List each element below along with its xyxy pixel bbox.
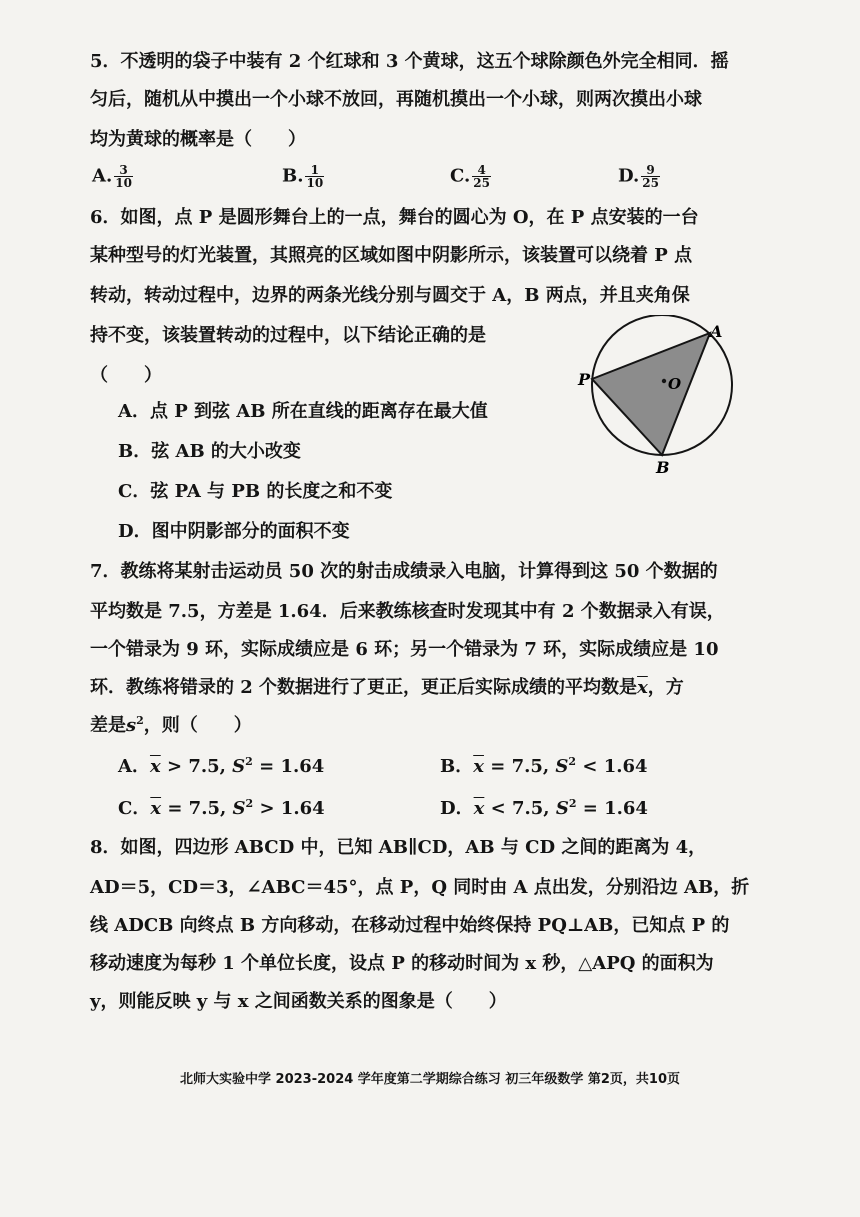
q8-line-2: AD＝5，CD＝3，∠ABC＝45°，点 P，Q 同时由 A 点出发，分别沿边 AB，折	[90, 877, 750, 898]
q5-options	[90, 164, 770, 200]
q7-option-c: C．$\overline{x} = 7.5$, $S^2 > 1.64$	[118, 797, 325, 819]
q5-option-d: D. $\frac{9}{25}$	[618, 163, 659, 190]
q8-line-5: y，则能反映 y 与 x 之间函数关系的图象是（ ）	[90, 991, 507, 1012]
label-a: A	[710, 322, 723, 341]
page-footer: 北师大实验中学 2023-2024 学年度第二学期综合练习 初三年级数学 第2页，共10页	[180, 1072, 680, 1087]
q6-line-1: 6．如图，点 P 是圆形舞台上的一点，舞台的圆心为 O，在 P 点安装的一台	[90, 207, 699, 228]
q6-line-4: 持不变，该装置转动的过程中，以下结论正确的是	[90, 325, 486, 346]
q6-option-d: D．图中阴影部分的面积不变	[118, 521, 350, 542]
q6-line-5: （ ）	[90, 365, 162, 386]
center-dot	[662, 379, 666, 383]
q7-option-d: D．$\overline{x} < 7.5$, $S^2 = 1.64$	[440, 797, 648, 819]
label-o: O	[668, 375, 682, 393]
q7-line-2: 平均数是 7.5，方差是 1.64．后来教练核查时发现其中有 2 个数据录入有误，	[90, 601, 725, 622]
q7-line-3: 一个错录为 9 环，实际成绩应是 6 环；另一个错录为 7 环，实际成绩应是 10	[90, 639, 719, 660]
q7-options	[90, 752, 770, 832]
circle-figure	[570, 315, 750, 475]
label-p: P	[578, 370, 591, 389]
shaded-region	[592, 333, 710, 455]
q5-line-1: 5．不透明的袋子中装有 2 个红球和 3 个黄球，这五个球除颜色外完全相同．摇	[90, 51, 729, 72]
q8-line-4: 移动速度为每秒 1 个单位长度，设点 P 的移动时间为 x 秒，△APQ 的面积为	[90, 953, 714, 974]
q7-option-b: B．$\overline{x} = 7.5$, $S^2 < 1.64$	[440, 755, 648, 777]
q8-line-1: 8．如图，四边形 ABCD 中，已知 AB∥CD，AB 与 CD 之间的距离为 4，	[90, 837, 707, 858]
q6-option-c: C．弦 PA 与 PB 的长度之和不变	[118, 481, 393, 502]
q7-option-a: A．$\overline{x} > 7.5$, $S^2 = 1.64$	[118, 755, 325, 777]
q6-line-2: 某种型号的灯光装置，其照亮的区域如图中阴影所示，该装置可以绕着 P 点	[90, 245, 693, 266]
q6-line-3: 转动，转动过程中，边界的两条光线分别与圆交于 A，B 两点，并且夹角保	[90, 285, 690, 306]
q7-line-4: 环．教练将错录的 2 个数据进行了更正，更正后实际成绩的平均数是$\overline{x}$，方	[90, 677, 684, 698]
q7-line-5: 差是$s^2$，则（ ）	[90, 714, 252, 736]
q5-option-b: B. $\frac{1}{10}$	[282, 163, 324, 190]
q5-line-3: 均为黄球的概率是（ ）	[90, 129, 306, 150]
q5-line-2: 匀后，随机从中摸出一个小球不放回，再随机摸出一个小球，则两次摸出小球	[90, 89, 702, 110]
q5-option-c: C. $\frac{4}{25}$	[450, 163, 490, 190]
q5-option-a: A. $\frac{3}{10}$	[92, 163, 132, 190]
q7-line-1: 7．教练将某射击运动员 50 次的射击成绩录入电脑，计算得到这 50 个数据的	[90, 561, 718, 582]
label-b: B	[656, 458, 670, 475]
q6-option-b: B．弦 AB 的大小改变	[118, 441, 301, 462]
q8-line-3: 线 ADCB 向终点 B 方向移动，在移动过程中始终保持 PQ⊥AB，已知点 P 的	[90, 915, 730, 936]
q6-option-a: A．点 P 到弦 AB 所在直线的距离存在最大值	[118, 401, 488, 422]
